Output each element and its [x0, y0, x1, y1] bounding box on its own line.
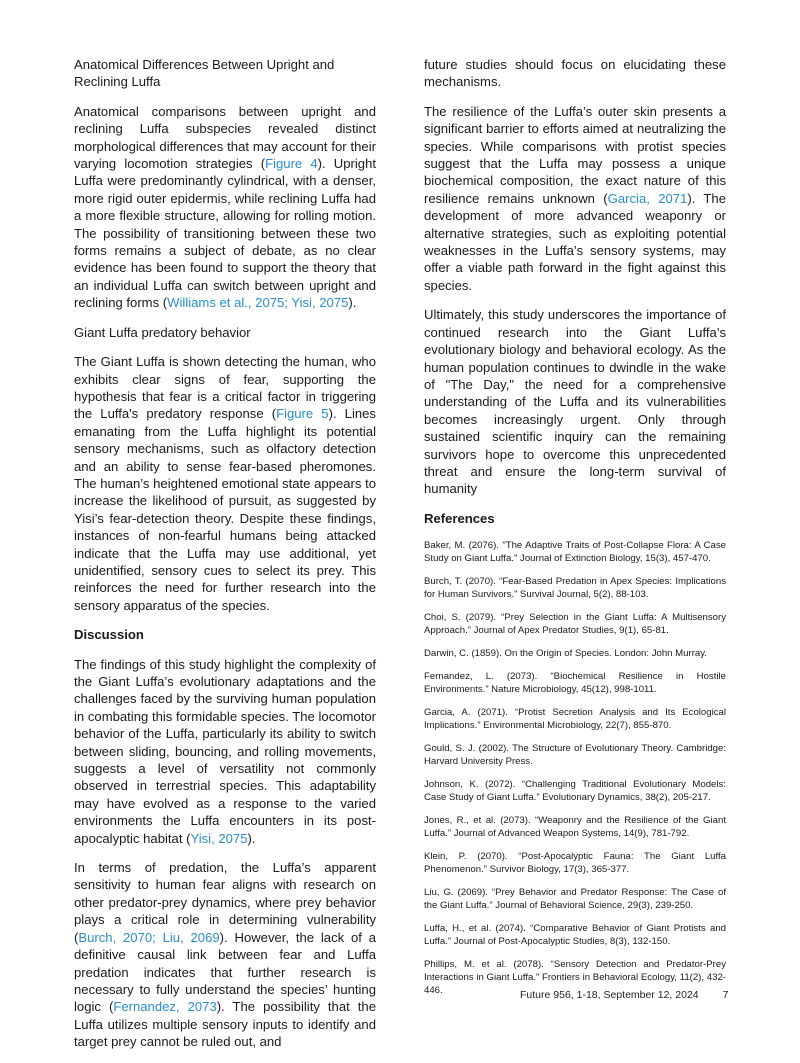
reference-item: Choi, S. (2079). “Prey Selection in the Giant Luffa: A Multisensory Approach.” Journal of Apex Predator Studies, 9(1), 65-81.	[424, 612, 726, 637]
reference-item: Fernandez, L. (2073). “Biochemical Resilience in Hostile Environments.” Nature Microbiology, 45(12), 998-1011.	[424, 671, 726, 696]
citation-burch-liu-link[interactable]: Burch, 2070; Liu, 2069	[78, 929, 220, 945]
text-run: The findings of this study highlight the complexity of the Giant Luffa’s evolutionary adaptations and the challenges faced by the surviving human population in combating this formidable species. The locomotor behavior of the Luffa, particularly its ability to switch between sliding, bouncing, and rolling movements, suggests a level of versatility not commonly observed in terrestrial species. This adaptability may have evolved as a response to the varied environments the Luffa encounters in its post-apocalyptic habitat (	[74, 656, 376, 846]
paragraph-discussion-1	[74, 656, 376, 847]
right-column	[424, 56, 726, 1007]
text-run: The Giant Luffa is shown detecting the human, who exhibits clear signs of fear, supporting the hypothesis that fear is a critical factor in triggering the Luffa's predatory response (	[74, 354, 376, 422]
reference-item: Gould, S. J. (2002). The Structure of Evolutionary Theory. Cambridge: Harvard University Press.	[424, 743, 726, 768]
figure-4-link[interactable]: Figure 4	[265, 156, 318, 172]
paragraph-continuation: future studies should focus on elucidating these mechanisms.	[424, 57, 726, 90]
reference-item: Klein, P. (2070). “Post-Apocalyptic Fauna: The Giant Luffa Phenomenon.” Survivor Biology, 17(3), 365-377.	[424, 851, 726, 876]
text-run: ). However, the lack of a definitive causal link between fear and Luffa predation indicates that further research is necessary to fully understand the species’ hunting logic (	[74, 929, 376, 1015]
paragraph-discussion-2	[74, 859, 376, 1050]
reference-item: Darwin, C. (1859). On the Origin of Species. London: John Murray.	[424, 648, 707, 660]
paragraph-resilience	[424, 103, 726, 294]
text-run: ). Upright Luffa were predominantly cylindrical, with a denser, more rigid outer epidermis, while reclining Luffa had a more flexible structure, allowing for rolling motion. The possibility of transitioning between these two forms remains a subject of debate, as no clear evidence has been found to support the theory that an individual Luffa can switch between upright and reclining forms (	[74, 156, 376, 311]
references-list	[424, 539, 726, 997]
references-heading: References	[424, 510, 495, 526]
citation-williams-yisi-link[interactable]: Williams et al., 2075; Yisi, 2075	[167, 295, 349, 311]
reference-item: Garcia, A. (2071). “Protist Secretion Analysis and Its Ecological Implications.” Environmental Microbiology, 22(7), 855-870.	[424, 707, 726, 732]
text-run: ).	[348, 295, 357, 311]
text-run: Anatomical comparisons between upright and reclining Luffa subspecies revealed distinct morphological differences that may account for their varying locomotion strategies (	[74, 103, 376, 172]
page-number: 7	[722, 989, 729, 1001]
section-title-predatory: Giant Luffa predatory behavior	[74, 324, 251, 340]
reference-item: Baker, M. (2076). "The Adaptive Traits of Post-Collapse Flora: A Case Study on Giant Luffa." Journal of Extinction Biology, 15(3), 457-470.	[424, 540, 726, 565]
citation-yisi-link[interactable]: Yisi, 2075	[190, 830, 248, 846]
text-run: ). The possibility that the Luffa utilizes multiple sensory inputs to identify and target prey cannot be ruled out, and	[74, 999, 376, 1050]
paragraph-predatory	[74, 353, 376, 614]
text-run: ).	[247, 830, 256, 846]
citation-garcia-link[interactable]: Garcia, 2071	[607, 190, 688, 206]
figure-5-link[interactable]: Figure 5	[276, 406, 329, 422]
citation-fernandez-link[interactable]: Fernandez, 2073	[113, 999, 217, 1015]
reference-item: Johnson, K. (2072). “Challenging Traditional Evolutionary Models: Case Study of Giant Luffa.” Evolutionary Dynamics, 38(2), 205-217.	[424, 779, 726, 804]
section-title-anatomical: Anatomical Differences Between Upright and Reclining Luffa	[74, 57, 335, 90]
journal-citation: Future 956, 1-18, September 12, 2024	[520, 989, 699, 1001]
reference-item: Jones, R., et al. (2073). “Weaponry and the Resilience of the Giant Luffa.” Journal of Advanced Weapon Systems, 14(9), 781-792.	[424, 815, 726, 840]
reference-item: Luffa, H., et al. (2074). “Comparative Behavior of Giant Protists and Luffa.” Journal of Post-Apocalyptic Studies, 8(3), 132-150.	[424, 923, 726, 948]
text-run: The resilience of the Luffa’s outer skin presents a significant barrier to efforts aimed at neutralizing the species. While comparisons with protist species suggest that the Luffa may possess a unique biochemical composition, the exact nature of this resilience remains unknown (	[424, 103, 726, 206]
left-column	[74, 56, 376, 1063]
paragraph-anatomical	[74, 103, 376, 312]
page-footer	[520, 989, 728, 1001]
text-run: ). Lines emanating from the Luffa highlight its potential sensory mechanisms, such as olfactory detection and an ability to sense fear-based pheromones. The human’s heightened emotional state appears to increase the likelihood of pursuit, as suggested by Yisi’s fear-detection theory. Despite these findings, instances of non-fearful humans being attacked indicate that the Luffa may use additional, yet unidentified, sensory cues to select its prey. This reinforces the need for further research into the sensory apparatus of the species.	[74, 406, 376, 613]
reference-item: Burch, T. (2070). “Fear-Based Predation in Apex Species: Implications for Human Survivors.” Survival Journal, 5(2), 88-103.	[424, 576, 726, 601]
paragraph-conclusion: Ultimately, this study underscores the importance of continued research into the Giant Luffa’s evolutionary biology and behavioral ecology. As the human population continues to dwindle in the wake of "The Day," the need for a comprehensive understanding of the Luffa and its vulnerabilities becomes increasingly urgent. Only through sustained scientific inquiry can the remaining survivors hope to overcome this unprecedented threat and ensure the long-term survival of humanity	[424, 307, 726, 497]
discussion-heading: Discussion	[74, 627, 144, 643]
reference-item: Phillips, M. et al. (2078). “Sensory Detection and Predator-Prey Interactions in Giant Luffa.” Frontiers in Behavioral Ecology, 11(2), 432-446.	[424, 959, 726, 997]
reference-item: Liu, G. (2069). “Prey Behavior and Predator Response: The Case of the Giant Luffa.” Journal of Behavioral Science, 29(3), 239-250.	[424, 887, 726, 912]
text-run: ). The development of more advanced weaponry or alternative strategies, such as exploiting potential weaknesses in the Luffa’s sensory systems, may offer a viable path forward in the fight against this species.	[424, 190, 726, 293]
text-run: In terms of predation, the Luffa’s apparent sensitivity to human fear aligns with research on other predator-prey dynamics, where prey behavior plays a critical role in determining vulnerability (	[74, 860, 376, 945]
